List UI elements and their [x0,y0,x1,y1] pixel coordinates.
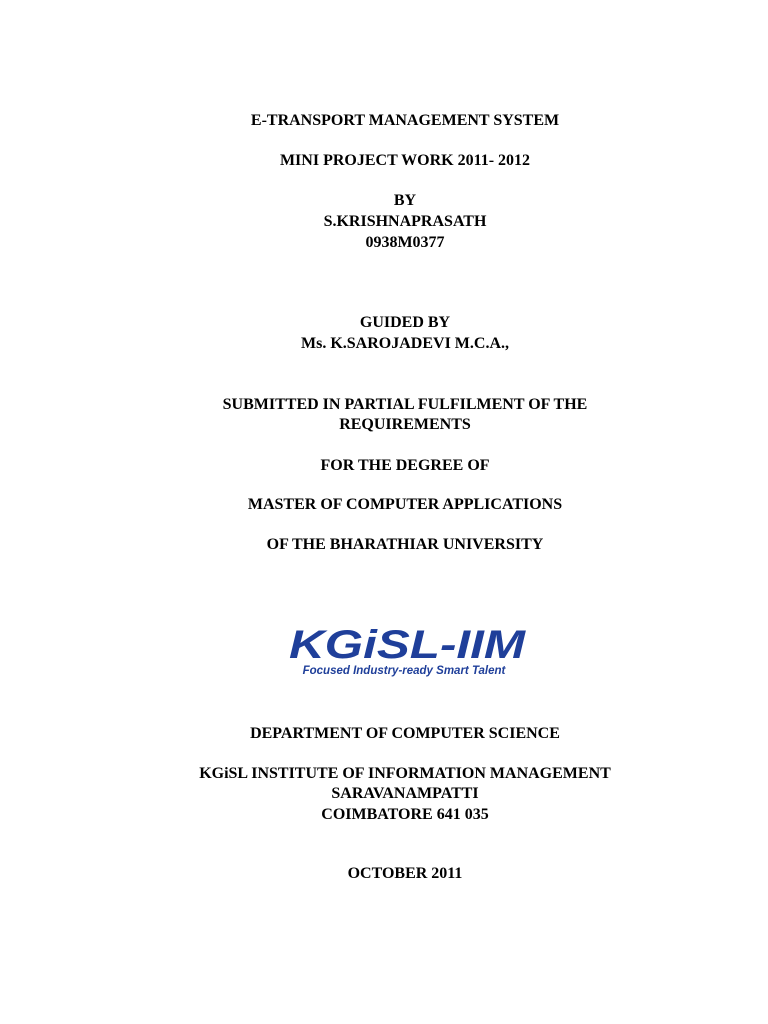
logo-wordmark: KGiSL-IIM [289,623,528,667]
institute-name: KGiSL INSTITUTE OF INFORMATION MANAGEMENT [199,765,611,782]
student-id: 0938M0377 [365,234,445,251]
project-type: MINI PROJECT WORK 2011- 2012 [279,152,531,169]
guided-by-label: GUIDED BY [359,314,451,331]
by-label: BY [393,192,417,209]
student-name: S.KRISHNAPRASATH [323,213,487,230]
submission-statement-line1: SUBMITTED IN PARTIAL FULFILMENT OF THE [222,396,588,413]
department-name: DEPARTMENT OF COMPUTER SCIENCE [250,725,560,742]
submission-date: OCTOBER 2011 [347,865,463,882]
submission-statement-line2: REQUIREMENTS [339,416,471,433]
kgisl-iim-logo [282,620,532,682]
guide-name: Ms. K.SAROJADEVI M.C.A., [301,335,509,352]
logo-tagline: Focused Industry-ready Smart Talent [302,665,506,677]
project-title: E-TRANSPORT MANAGEMENT SYSTEM [250,112,560,129]
degree-name: MASTER OF COMPUTER APPLICATIONS [247,496,563,513]
institute-area: SARAVANAMPATTI [331,785,479,802]
university-name: OF THE BHARATHIAR UNIVERSITY [266,536,544,553]
degree-label: FOR THE DEGREE OF [320,457,490,474]
institute-city: COIMBATORE 641 035 [321,806,489,823]
